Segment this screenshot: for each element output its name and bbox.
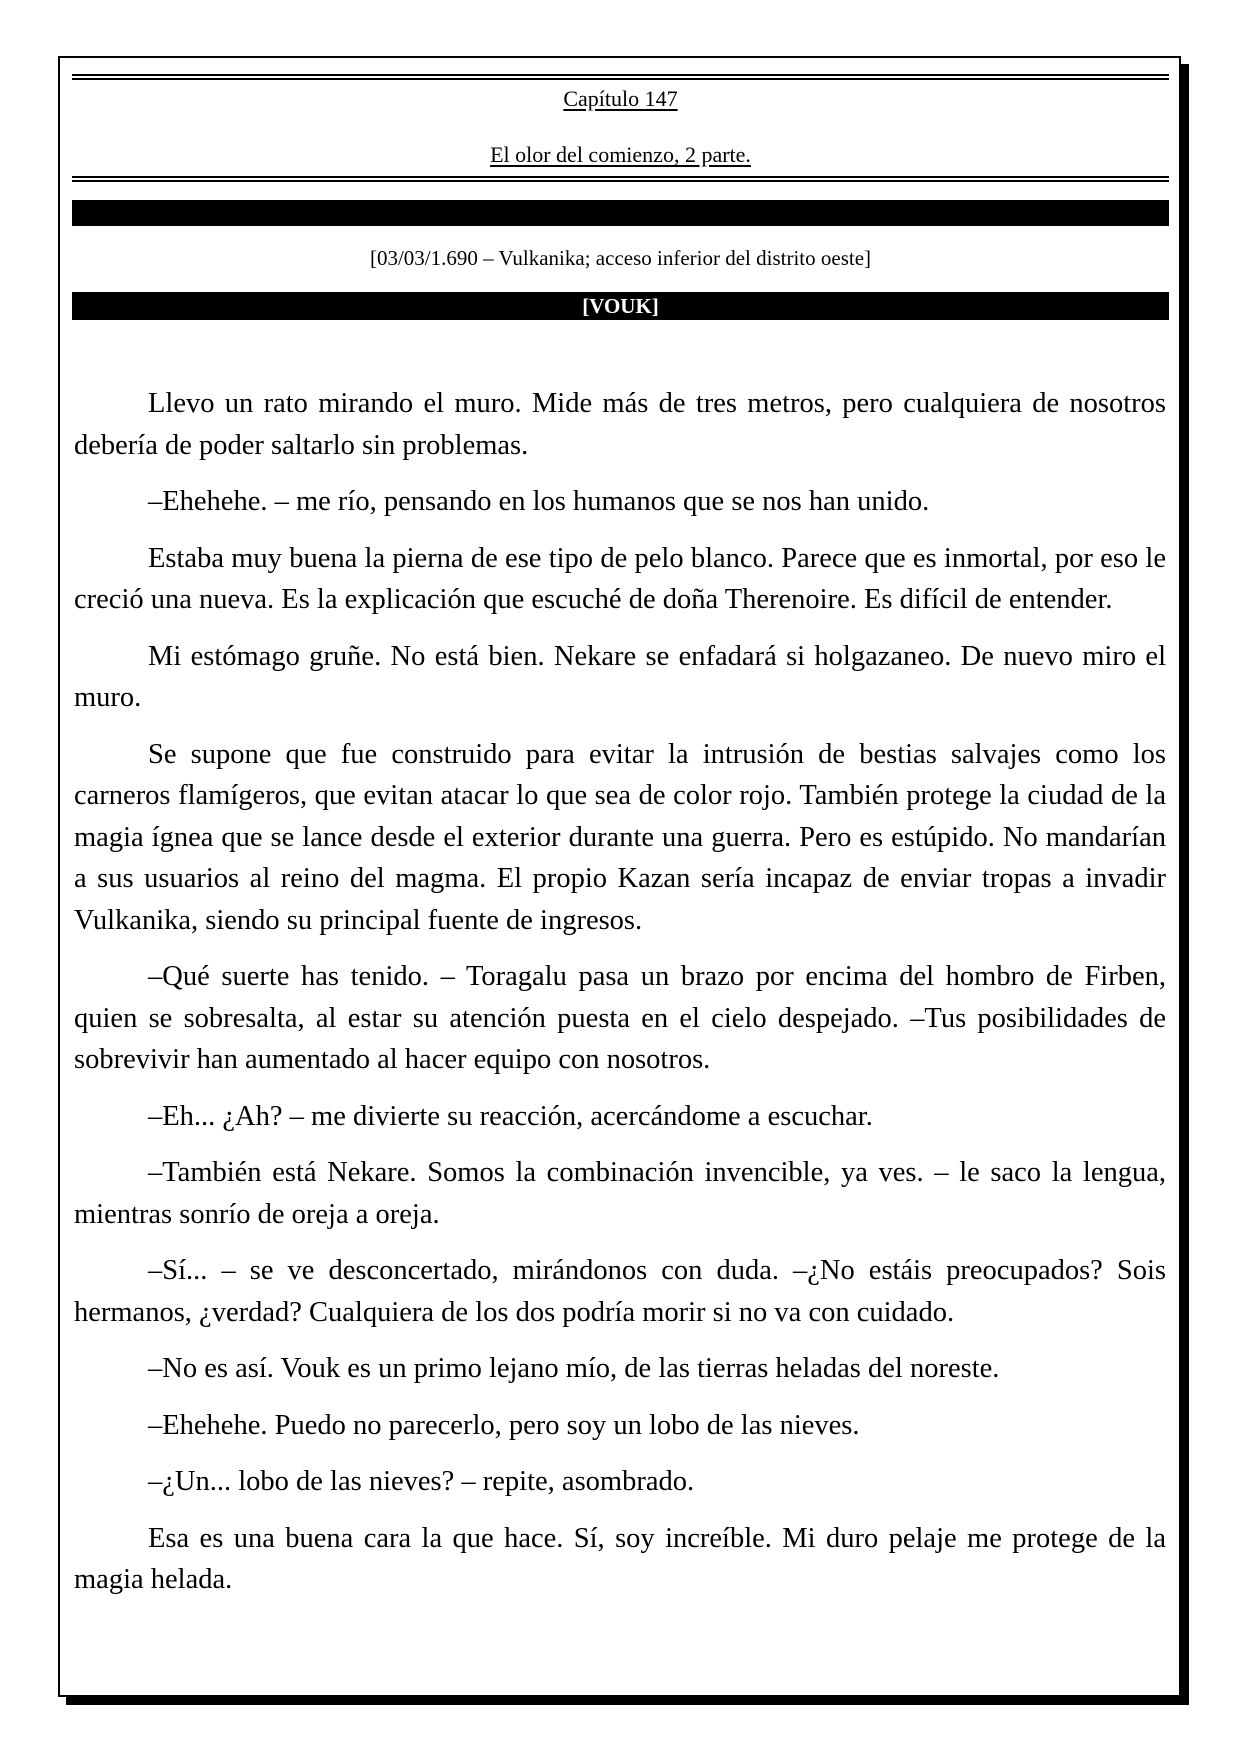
paragraph: Llevo un rato mirando el muro. Mide más de tres metros, pero cualquiera de nosotros debería de poder saltarlo sin problemas. xyxy=(74,388,1166,461)
paragraph: Esa es una buena cara la que hace. Sí, soy increíble. Mi duro pelaje me protege de la magia helada. xyxy=(74,1522,1166,1595)
paragraph: Se supone que fue construido para evitar la intrusión de bestias salvajes como los carneros flamígeros, que evitan atacar lo que sea de color rojo. También protege la ciudad de la magia ígnea que se lance desde el exterior durante una guerra. Pero es estúpido. No mandarían a sus usuarios al reino del magma. El propio Kazan sería incapaz de enviar tropas a invadir Vulkanika, siendo su principal fuente de ingresos. xyxy=(74,738,1166,936)
chapter-subtitle: El olor del comienzo, 2 parte. xyxy=(490,142,751,167)
paragraph: –No es así. Vouk es un primo lejano mío, de las tierras heladas del noreste. xyxy=(148,1353,1000,1384)
paragraph: –Ehehehe. – me río, pensando en los humanos que se nos han unido. xyxy=(148,486,930,517)
paragraph: Mi estómago gruñe. No está bien. Nekare se enfadará si holgazaneo. De nuevo miro el muro. xyxy=(74,640,1166,713)
narrator-bar: [VOUK] xyxy=(72,292,1169,320)
middle-double-rule xyxy=(72,176,1169,182)
paragraph: –Ehehehe. Puedo no parecerlo, pero soy un lobo de las nieves. xyxy=(148,1409,860,1441)
separator-bar xyxy=(72,200,1169,226)
story-body xyxy=(74,383,1166,1616)
scene-location: [03/03/1.690 – Vulkanika; acceso inferior del distrito oeste] xyxy=(369,246,872,270)
paragraph: –Eh... ¿Ah? – me divierte su reacción, acercándome a escuchar. xyxy=(148,1100,873,1132)
paragraph: –Sí... – se ve desconcertado, mirándonos con duda. –¿No estáis preocupados? Sois hermanos, ¿verdad? Cualquiera de los dos podría morir si no va con cuidado. xyxy=(74,1255,1166,1328)
paragraph: Estaba muy buena la pierna de ese tipo de pelo blanco. Parece que es inmortal, por eso le creció una nueva. Es la explicación que escuché de doña Therenoire. Es difícil de entender. xyxy=(74,542,1166,615)
paragraph: –También está Nekare. Somos la combinación invencible, ya ves. – le saco la lengua, mientras sonrío de oreja a oreja. xyxy=(74,1157,1166,1230)
paragraph: –Qué suerte has tenido. – Toragalu pasa un brazo por encima del hombro de Firben, quien se sobresalta, al estar su atención puesta en el cielo despejado. –Tus posibilidades de sobrevivir han aumentado al hacer equipo con nosotros. xyxy=(74,961,1166,1075)
top-double-rule xyxy=(72,74,1169,80)
paragraph: –¿Un... lobo de las nieves? – repite, asombrado. xyxy=(148,1466,695,1497)
chapter-title: Capítulo 147 xyxy=(563,86,678,111)
